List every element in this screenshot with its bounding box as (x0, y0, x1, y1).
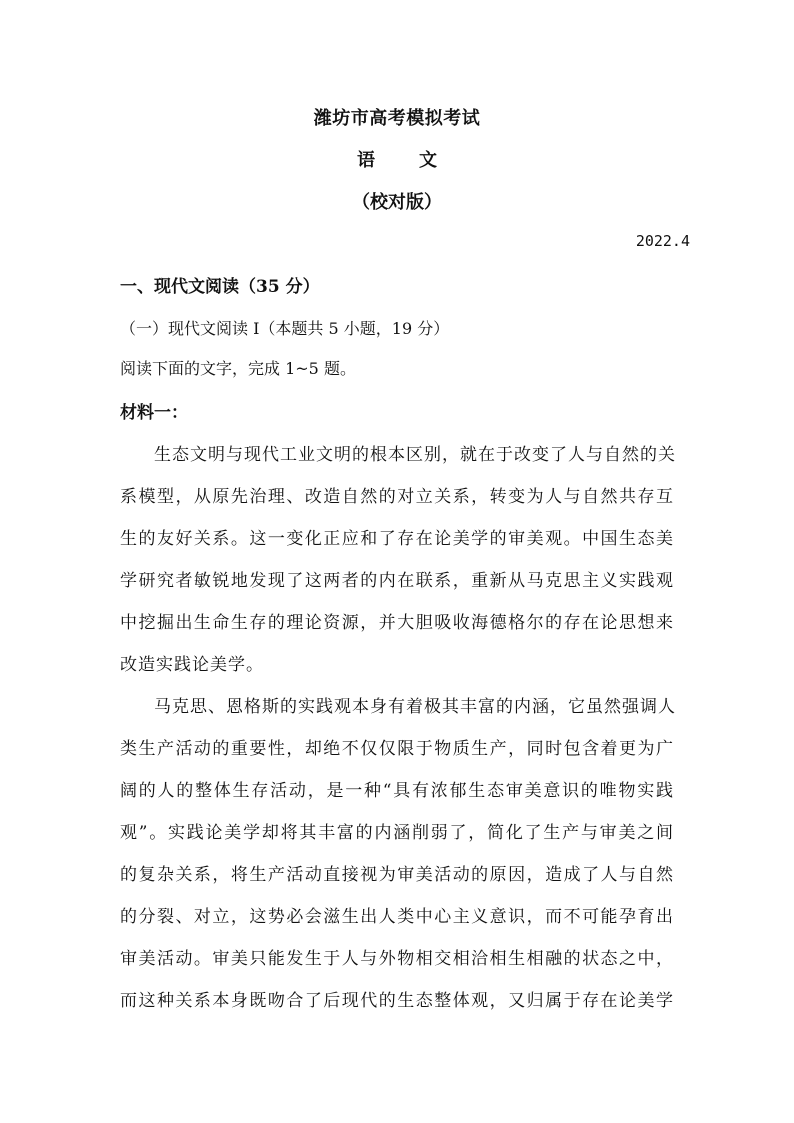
paragraph-line: 的分裂、对立，这势必会滋生出人类中心主义意识，而不可能孕育出 (120, 907, 674, 927)
material-label: 材料一： (120, 403, 188, 423)
subject-char-1: 语 (357, 150, 375, 171)
paragraph-line: 观”。实践论美学却将其丰富的内涵削弱了，简化了生产与审美之间 (120, 823, 674, 843)
paragraph-line: 审美活动。审美只能发生于人与外物相交相洽相生相融的状态之中， (120, 949, 674, 969)
paragraph-line: 而这种关系本身既吻合了后现代的生态整体观，又归属于存在论美学 (120, 991, 674, 1011)
paragraph-line: 学研究者敏锐地发现了这两者的内在联系，重新从马克思主义实践观 (120, 571, 674, 591)
paragraph-line: 生的友好关系。这一变化正应和了存在论美学的审美观。中国生态美 (120, 529, 674, 549)
paragraph-line: 类生产活动的重要性，却绝不仅仅限于物质生产，同时包含着更为广 (120, 739, 674, 759)
paragraph-line: 改造实践论美学。 (120, 655, 264, 675)
paragraph-line: 生态文明与现代工业文明的根本区别，就在于改变了人与自然的关 (154, 445, 676, 465)
paragraph-line: 的复杂关系，将生产活动直接视为审美活动的原因，造成了人与自然 (120, 865, 674, 885)
subsection-heading: （一）现代文阅读 I（本题共 5 小题，19 分） (120, 319, 450, 338)
section-heading: 一、现代文阅读（35 分） (120, 277, 320, 297)
paragraph-line: 中挖掘出生命生存的理论资源，并大胆吸收海德格尔的存在论思想来 (120, 613, 674, 633)
subject-title (0, 146, 794, 172)
instruction-text: 阅读下面的文字，完成 1~5 题。 (120, 359, 356, 378)
paragraph-line: 系模型，从原先治理、改造自然的对立关系，转变为人与自然共存互 (120, 487, 674, 507)
subject-char-2: 文 (419, 150, 437, 171)
paragraph-line: 阔的人的整体生存活动，是一种“具有浓郁生态审美意识的唯物实践 (120, 781, 674, 801)
exam-title: 潍坊市高考模拟考试 (313, 108, 481, 129)
version-label: （校对版） (352, 192, 442, 213)
exam-date: 2022.4 (635, 232, 690, 250)
paragraph-line: 马克思、恩格斯的实践观本身有着极其丰富的内涵，它虽然强调人 (154, 697, 676, 717)
